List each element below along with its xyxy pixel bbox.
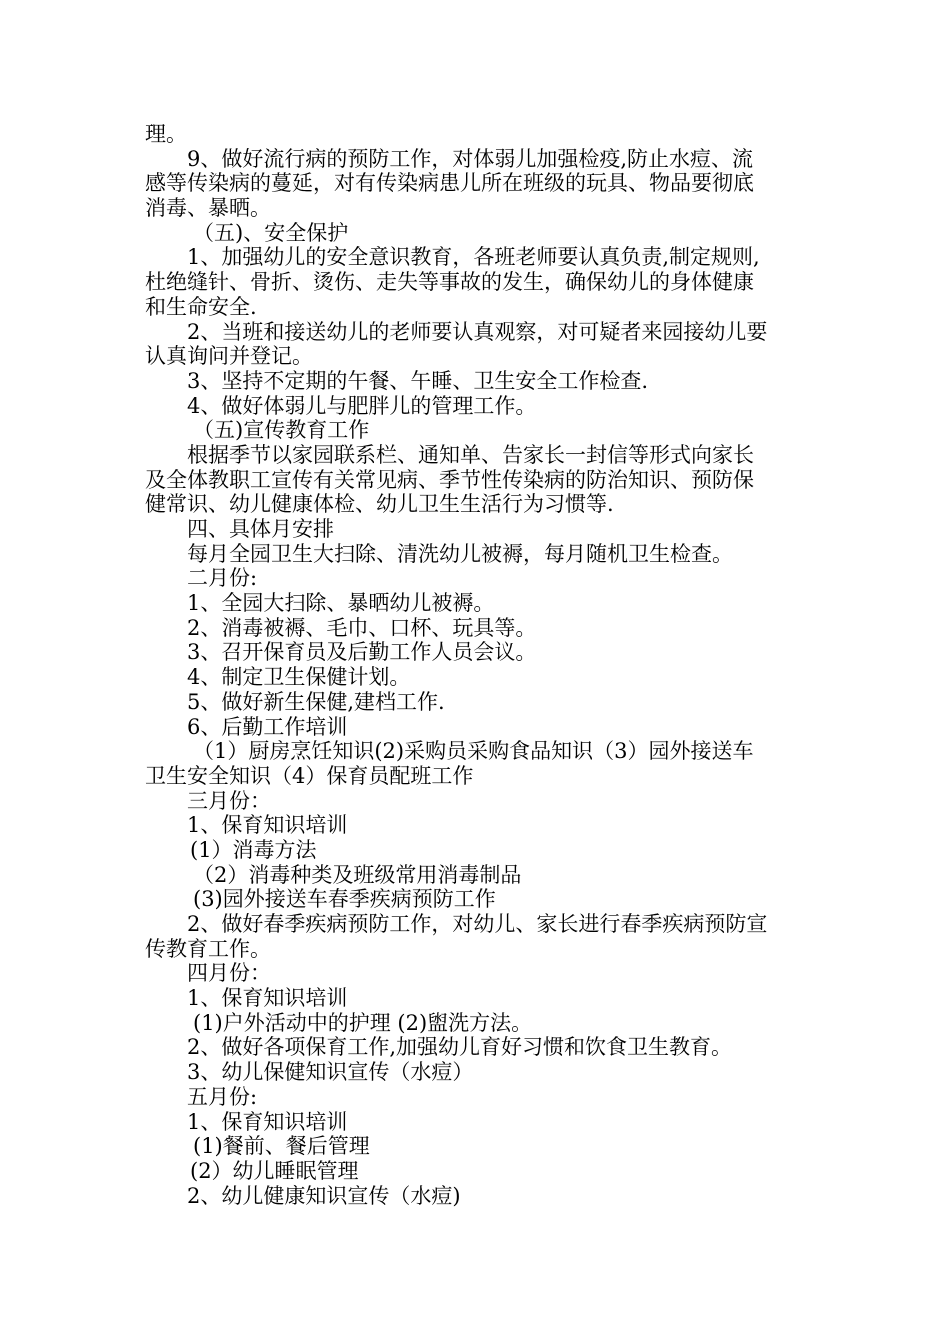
- text-line: 杜绝缝针、骨折、烫伤、走失等事故的发生，确保幼儿的身体健康: [145, 270, 754, 295]
- section-heading: （五)宣传教育工作: [193, 418, 370, 443]
- text-line: 2、做好春季疾病预防工作，对幼儿、家长进行春季疾病预防宣: [187, 912, 768, 936]
- text-line: 1、加强幼儿的安全意识教育，各班老师要认真负责,制定规则,: [187, 245, 760, 270]
- text-line: 每月全园卫生大扫除、清洗幼儿被褥，每月随机卫生检查。: [187, 541, 733, 566]
- text-line: 6、后勤工作培训: [187, 714, 348, 739]
- text-line: 4、做好体弱儿与肥胖儿的管理工作。: [187, 393, 537, 418]
- text-line: 2、做好各项保育工作,加强幼儿育好习惯和饮食卫生教育。: [187, 1035, 733, 1060]
- text-line: 根据季节以家园联系栏、通知单、告家长一封信等形式向家长: [187, 442, 754, 467]
- text-line: 健常识、幼儿健康体检、幼儿卫生生活行为习惯等.: [145, 492, 614, 517]
- text-line: 传教育工作。: [145, 936, 271, 961]
- text-line: 2、消毒被褥、毛巾、口杯、玩具等。: [187, 615, 537, 640]
- text-line: (1)餐前、餐后管理: [193, 1134, 370, 1159]
- text-line: 3、召开保育员及后勤工作人员会议。: [187, 640, 537, 665]
- text-line: (3)园外接送车春季疾病预防工作: [193, 887, 496, 912]
- text-line: 和生命安全.: [145, 294, 257, 319]
- text-line: (2）幼儿睡眠管理: [190, 1158, 359, 1183]
- text-line: 2、幼儿健康知识宣传（水痘): [187, 1183, 461, 1208]
- text-line: 1、保育知识培训: [187, 1109, 348, 1134]
- month-heading: 二月份:: [187, 566, 258, 591]
- text-line: 认真询问并登记。: [145, 344, 313, 369]
- month-heading: 五月份:: [187, 1084, 258, 1109]
- text-line: 9、做好流行病的预防工作，对体弱儿加强检疫,防止水痘、流: [187, 146, 754, 171]
- text-line: 1、保育知识培训: [187, 813, 348, 838]
- month-heading: 四月份：: [187, 961, 271, 986]
- text-line: 5、做好新生保健,建档工作.: [187, 689, 445, 714]
- section-heading: 四、具体月安排: [187, 517, 334, 541]
- text-line: 1、保育知识培训: [187, 986, 348, 1011]
- text-line: 感等传染病的蔓延，对有传染病患儿所在班级的玩具、物品要彻底: [145, 171, 754, 196]
- text-line: (1）消毒方法: [190, 837, 317, 862]
- text-line: 3、坚持不定期的午餐、午睡、卫生安全工作检查.: [187, 368, 649, 393]
- document-body: [145, 122, 810, 1208]
- text-line: （2）消毒种类及班级常用消毒制品: [193, 862, 522, 887]
- text-line: （1）厨房烹饪知识(2)采购员采购食品知识（3）园外接送车: [193, 739, 754, 764]
- section-heading: （五)、安全保护: [193, 220, 349, 245]
- text-line: 1、全园大扫除、暴晒幼儿被褥。: [187, 591, 495, 616]
- text-line: 3、幼儿保健知识宣传（水痘）: [187, 1060, 474, 1085]
- text-line: 卫生安全知识（4）保育员配班工作: [145, 763, 474, 788]
- text-line: 2、当班和接送幼儿的老师要认真观察，对可疑者来园接幼儿要: [187, 319, 768, 344]
- month-heading: 三月份：: [187, 788, 271, 813]
- text-line: 理。: [145, 122, 187, 146]
- text-line: 4、制定卫生保健计划。: [187, 665, 411, 690]
- text-line: (1)户外活动中的护理 (2)盥洗方法。: [193, 1010, 533, 1035]
- text-line: 及全体教职工宣传有关常见病、季节性传染病的防治知识、预防保: [145, 467, 754, 492]
- text-line: 消毒、暴晒。: [145, 196, 271, 221]
